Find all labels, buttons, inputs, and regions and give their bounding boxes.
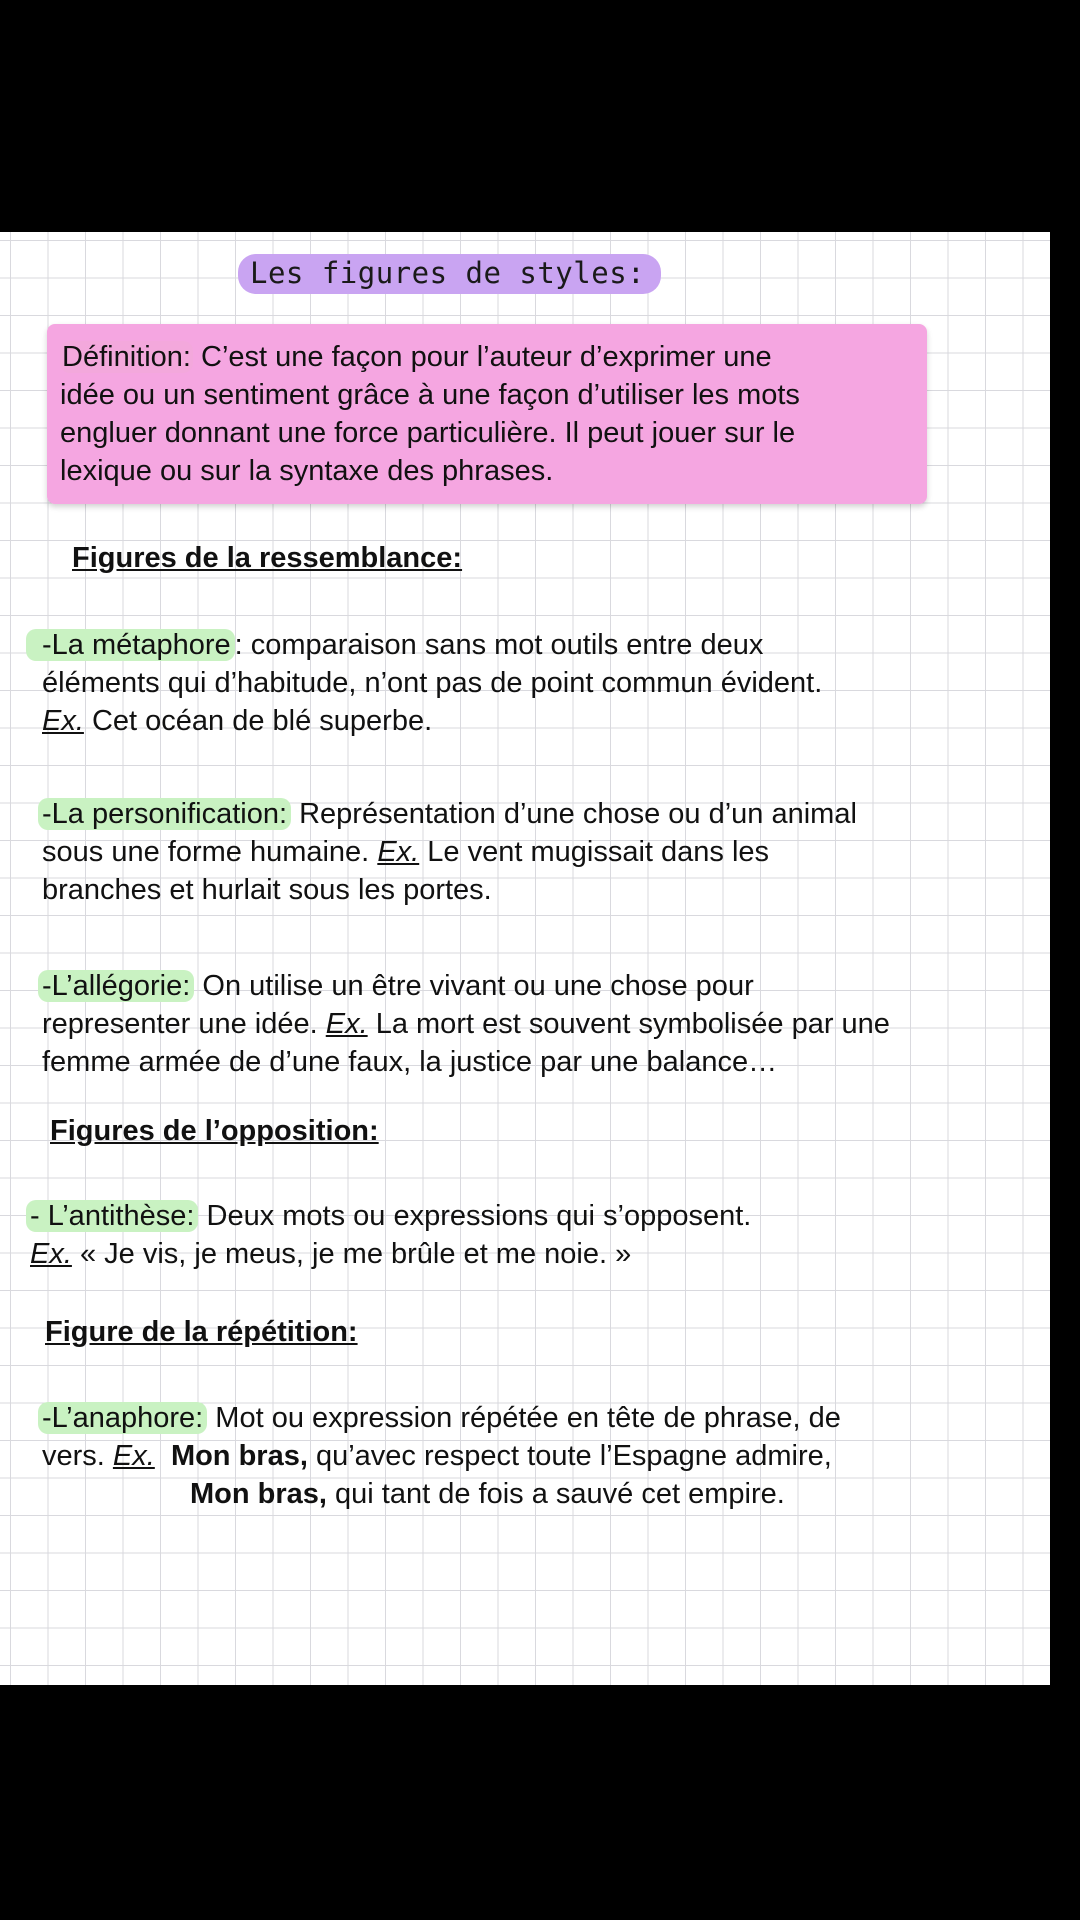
personification-line-1: Représentation d’une chose ou d’un animal	[291, 798, 857, 830]
anaphore-line-2b: qu’avec respect toute l’Espagne admire,	[307, 1440, 832, 1472]
heading-ressemblance: Figures de la ressemblance:	[72, 542, 463, 574]
term-allegorie: -L’allégorie:	[38, 970, 194, 1002]
definition-line-2: idée ou un sentiment grâce à une façon d’utiliser les mots	[60, 379, 800, 411]
heading-opposition: Figures de l’opposition:	[50, 1115, 379, 1147]
definition-label: Définition:	[62, 341, 191, 373]
allegorie-line-1: On utilise un être vivant ou une chose pour	[194, 970, 754, 1002]
term-personification: -La personification:	[38, 798, 291, 830]
example-label: Ex.	[112, 1440, 155, 1472]
allegorie-line-2a: representer une idée.	[42, 1008, 326, 1040]
entry-anaphore	[42, 1399, 1042, 1513]
antithese-line-1: Deux mots ou expressions qui s’opposent.	[198, 1200, 752, 1232]
page-title: Les figures de styles:	[238, 254, 661, 294]
entry-allegorie	[42, 967, 1042, 1081]
anaphore-bold-1: Mon bras,	[170, 1440, 308, 1472]
example-label: Ex.	[42, 705, 84, 737]
example-label: Ex.	[325, 1008, 368, 1040]
entry-metaphore	[42, 626, 1042, 740]
term-metaphore: -La métaphore	[26, 629, 235, 661]
personification-line-2b: Le vent mugissait dans les	[419, 836, 770, 868]
example-label: Ex.	[30, 1238, 72, 1270]
definition-text	[60, 338, 920, 490]
entry-personification	[42, 795, 1042, 909]
entry-antithese	[30, 1197, 1040, 1273]
term-anaphore: -L’anaphore:	[38, 1402, 207, 1434]
definition-line-4: lexique ou sur la syntaxe des phrases.	[60, 455, 554, 487]
allegorie-line-2b: La mort est souvent symbolisée par une	[367, 1008, 890, 1040]
metaphore-line-1: : comparaison sans mot outils entre deux	[234, 629, 764, 661]
anaphore-bold-2: Mon bras,	[190, 1478, 327, 1510]
term-antithese: - L’antithèse:	[26, 1200, 198, 1232]
heading-repetition: Figure de la répétition:	[45, 1316, 358, 1348]
example-label: Ex.	[377, 836, 420, 868]
allegorie-line-3: femme armée de d’une faux, la justice par une balance…	[42, 1046, 778, 1078]
anaphore-line-1: Mot ou expression répétée en tête de phrase, de	[207, 1402, 841, 1434]
antithese-line-2: « Je vis, je meus, je me brûle et me noie. »	[71, 1238, 632, 1270]
personification-line-2a: sous une forme humaine.	[42, 836, 378, 868]
personification-line-3: branches et hurlait sous les portes.	[42, 874, 492, 906]
anaphore-line-3: qui tant de fois a sauvé cet empire.	[326, 1478, 785, 1510]
notes-page	[0, 232, 1050, 1685]
anaphore-line-2a: vers.	[42, 1440, 113, 1472]
definition-line-3: engluer donnant une force particulière. Il peut jouer sur le	[60, 417, 796, 449]
definition-line-1: C’est une façon pour l’auteur d’exprimer une	[192, 341, 772, 373]
definition-box	[47, 324, 927, 504]
metaphore-line-3: Cet océan de blé superbe.	[83, 705, 433, 737]
metaphore-line-2: éléments qui d’habitude, n’ont pas de point commun évident.	[42, 667, 823, 699]
